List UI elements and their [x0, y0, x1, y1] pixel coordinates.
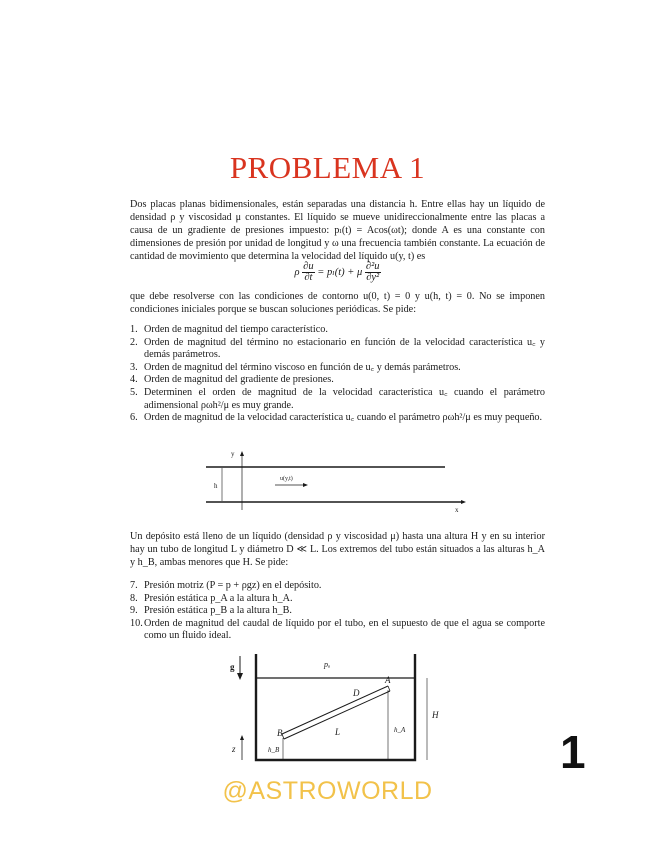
item-number: 6. — [130, 412, 138, 424]
item-number: 7. — [130, 580, 138, 591]
page-number: 1 — [560, 726, 586, 778]
list-item — [130, 593, 545, 606]
eq-lhs-den: ∂t — [304, 272, 313, 283]
list-item — [130, 362, 545, 375]
item-text: Orden de magnitud del tiempo característico. — [144, 324, 328, 335]
eq-lhs-fraction — [302, 262, 314, 283]
h-label: h — [214, 482, 218, 490]
list-item — [130, 412, 545, 425]
page-title: PROBLEMA 1 — [229, 150, 426, 185]
momentum-equation — [130, 262, 545, 283]
pa-label: pₐ — [324, 660, 331, 669]
hB-label: h_B — [268, 746, 280, 754]
item-number: 1. — [130, 324, 138, 335]
item-number: 9. — [130, 605, 138, 617]
list-item — [130, 374, 545, 387]
eq-lhs-num: ∂u — [303, 261, 314, 272]
eq-rho: ρ — [294, 266, 300, 278]
B-label: B — [277, 728, 283, 738]
gravity-label: g — [230, 662, 235, 672]
item-text: Determinen el orden de magnitud de la velocidad característica u꜀ cuando el parámetro adimensional ρωh²/μ es muy grande. — [144, 386, 545, 411]
A-label: A — [385, 675, 391, 685]
parallel-plates-figure — [200, 448, 470, 514]
questions-list-2 — [130, 580, 545, 643]
list-item — [130, 337, 545, 362]
intro-paragraph: Dos placas planas bidimensionales, están separadas una distancia h. Entre ellas hay un líquido de densidad ρ y viscosidad μ constantes. El líquido se mueve unidireccionalmente entre las placas a causa de un gradiente de presiones impuesto: pₗ(t) = Acos(ωt); donde A es una constante con dimensiones de presión por unidad de longitud y ω una frecuencia también constante. La ecuación de cantidad de movimiento que determina la velocidad del líquido u(y, t) es — [130, 199, 545, 262]
item-text: Orden de magnitud del término no estacionario en función de la velocidad característica u꜀ y demás parámetros. — [144, 336, 545, 361]
H-label: H — [432, 710, 439, 720]
eq-rhs-den: ∂y² — [366, 272, 380, 283]
L-label: L — [335, 727, 341, 737]
velocity-arrowhead — [303, 483, 308, 487]
deposit-figure — [222, 652, 452, 764]
item-number: 3. — [130, 361, 138, 373]
z-label: z — [232, 744, 236, 754]
watermark: @ASTROWORLD — [222, 777, 433, 805]
item-text: Orden de magnitud del gradiente de presiones. — [144, 374, 334, 386]
item-number: 8. — [130, 592, 138, 604]
y-axis-arrowhead — [240, 451, 244, 456]
deposit-paragraph: Un depósito está lleno de un líquido (densidad ρ y viscosidad μ) hasta una altura H y en su interior hay un tubo de longitud L y diámetro D ≪ L. Los extremos del tubo están situados a las alturas h_A y h_B, ambas menores que H. Se pide: — [130, 531, 545, 568]
item-number: 4. — [130, 374, 138, 386]
item-text: Orden de magnitud de la velocidad característica u꜀ cuando el parámetro ρωh²/μ es muy pequeño. — [144, 412, 543, 424]
boundary-conditions-paragraph: que debe resolverse con las condiciones de contorno u(0, t) = 0 y u(h, t) = 0. No se imponen condiciones iniciales porque se buscan soluciones periódicas. Se pide: — [130, 291, 545, 315]
list-item — [130, 618, 545, 643]
eq-rhs-fraction — [365, 262, 381, 283]
gravity-arrowhead — [237, 673, 243, 680]
z-axis-arrowhead — [240, 735, 244, 740]
item-text: Orden de magnitud del término viscoso en función de u꜀ y demás parámetros. — [144, 361, 461, 373]
list-item — [130, 387, 545, 412]
eq-middle: = pₗ(t) + μ — [317, 266, 363, 278]
D-label: D — [353, 688, 360, 698]
item-text: Presión motriz (P = p + ρgz) en el depósito. — [144, 580, 322, 591]
item-number: 2. — [130, 336, 138, 348]
item-number: 10. — [130, 617, 143, 629]
x-axis-arrowhead — [461, 500, 466, 504]
hA-label: h_A — [394, 726, 406, 734]
velocity-label: u(y,t) — [280, 476, 293, 482]
eq-rhs-num: ∂²u — [365, 261, 380, 272]
x-axis-label: x — [455, 506, 459, 514]
tank-walls — [256, 654, 415, 760]
item-number: 5. — [130, 386, 138, 398]
item-text: Orden de magnitud del caudal de líquido por el tubo, en el supuesto de que el agua se comporte como un fluido ideal. — [144, 617, 545, 642]
list-item — [130, 605, 545, 618]
item-text: Presión estática p_B a la altura h_B. — [144, 605, 292, 617]
item-text: Presión estática p_A a la altura h_A. — [144, 592, 293, 604]
y-axis-label: y — [231, 450, 235, 458]
questions-list-1 — [130, 324, 545, 425]
list-item — [130, 324, 545, 337]
list-item — [130, 580, 545, 593]
